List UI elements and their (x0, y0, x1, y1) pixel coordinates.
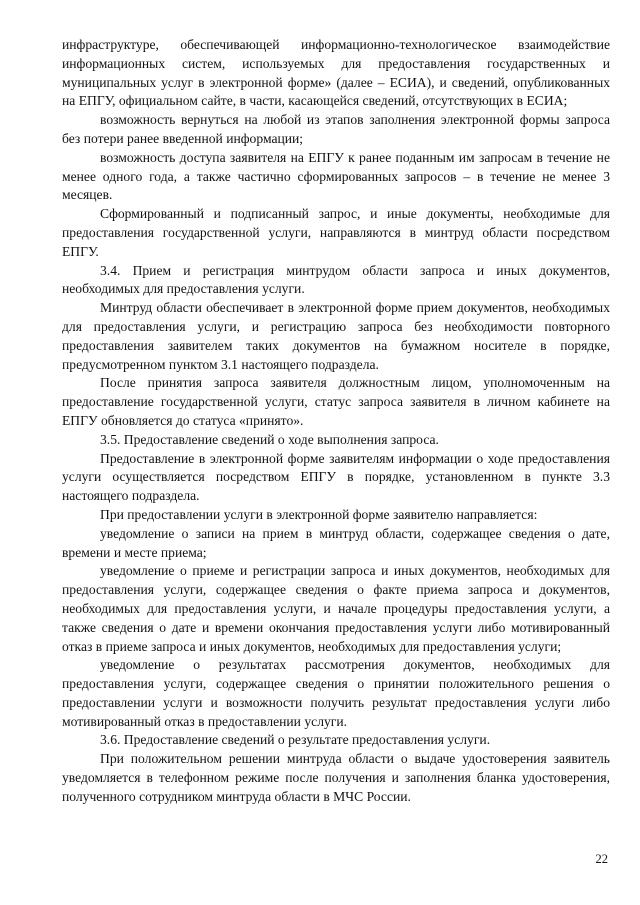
paragraph-notifications-intro: При предоставлении услуги в электронной форме заявителю направляется: (100, 506, 538, 522)
paragraph-appointment-notice: уведомление о записи на прием в минтруд области, содержащее сведения о дате, времени и месте приема; (62, 525, 610, 560)
document-body (62, 36, 610, 807)
paragraph-status-accepted: После принятия запроса заявителя должностным лицом, уполномоченным на предоставление государственной услуги, статус запроса заявителя в личном кабинете на ЕПГУ обновляется до статуса «принято». (62, 375, 610, 428)
section-heading-3-6: 3.6. Предоставление сведений о результате предоставления услуги. (100, 732, 491, 748)
paragraph-reception-notice: уведомление о приеме и регистрации запроса и иных документов, необходимых для предоставления услуги, содержащее сведения о факте приема запроса и документов, необходимых для предоставления услуги, и начале процедуры предоставления услуги, а также сведения о дате и времени окончания предоставления услуги либо мотивированный отказ в приеме запроса и иных документов, необходимых для предоставления услуги; (62, 563, 610, 654)
paragraph-signed-request: Сформированный и подписанный запрос, и иные документы, необходимые для предоставления государственной услуги, направляются в минтруд области посредством ЕПГУ. (62, 206, 610, 259)
section-heading-3-5: 3.5. Предоставление сведений о ходе выполнения запроса. (100, 431, 439, 447)
section-heading-3-4: 3.4. Прием и регистрация минтрудом области запроса и иных документов, необходимых для предоставления услуги. (62, 262, 610, 297)
paragraph-return-to-steps: возможность вернуться на любой из этапов заполнения электронной формы запроса без потери ранее введенной информации; (62, 112, 610, 146)
page-number: 22 (595, 852, 608, 866)
paragraph-positive-decision: При положительном решении минтруда области о выдаче удостоверения заявитель уведомляется в телефонном режиме после получения и заполнения бланка удостоверения, полученного сотрудником минтруда области в МЧС России. (62, 751, 610, 804)
paragraph-access-to-requests: возможность доступа заявителя на ЕПГУ к ранее поданным им запросам в течение не менее одного года, а также частично сформированных запросов – в течение не менее 3 месяцев. (62, 149, 610, 203)
paragraph-esia-continuation: инфраструктуре, обеспечивающей информационно-технологическое взаимодействие информационных систем, используемых для предоставления государственных и муниципальных услуг в электронной форме» (далее – ЕСИА), и сведений, опубликованных на ЕПГУ, официальном сайте, в части, касающейся сведений, отсутствующих в ЕСИА; (62, 37, 610, 109)
paragraph-electronic-reception: Минтруд области обеспечивает в электронной форме прием документов, необходимых для предоставления услуги, и регистрацию запроса без необходимости повторного предоставления заявителем таких документов на бумажном носителе в порядке, предусмотренном пунктом 3.1 настоящего подраздела. (62, 300, 610, 372)
paragraph-progress-info: Предоставление в электронной форме заявителям информации о ходе предоставления услуги осуществляется посредством ЕПГУ в порядке, установленном в пункте 3.3 настоящего подраздела. (62, 450, 610, 504)
paragraph-results-notice: уведомление о результатах рассмотрения документов, необходимых для предоставления услуги, содержащее сведения о принятии положительного решения о предоставлении услуги и возможности получить результат предоставления услуги либо мотивированный отказ в предоставлении услуги. (62, 657, 610, 729)
